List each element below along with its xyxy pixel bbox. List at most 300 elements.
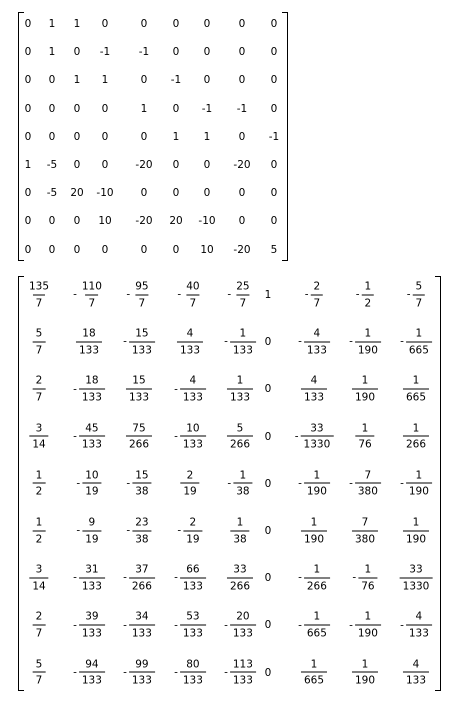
- numerator: 33: [233, 563, 247, 576]
- matrix-cell: 0: [270, 74, 278, 87]
- matrix-cell: 0: [172, 186, 180, 199]
- matrix-cell: [76, 518, 101, 545]
- numerator: 1: [236, 374, 244, 387]
- matrix-cell: 20: [169, 215, 183, 228]
- matrix-cell: [295, 423, 334, 450]
- fraction: [355, 470, 381, 497]
- minus-sign: -: [174, 430, 178, 443]
- matrix-cell: 1: [48, 17, 56, 30]
- numerator: 33: [310, 422, 324, 435]
- matrix-cell: 0: [264, 335, 272, 348]
- matrix-cell: 0: [24, 243, 32, 256]
- denominator: 14: [29, 436, 48, 451]
- fraction: [406, 329, 432, 356]
- fraction: [304, 329, 330, 356]
- matrix-cell: 1: [264, 288, 272, 301]
- numerator: 4: [186, 327, 194, 340]
- fraction: [355, 329, 381, 356]
- numerator: 1: [364, 563, 372, 576]
- matrix-cell: [33, 329, 46, 356]
- denominator: 266: [403, 436, 429, 451]
- matrix-cell: 0: [73, 158, 81, 171]
- fraction: [82, 470, 101, 497]
- matrix-cell: 0: [24, 17, 32, 30]
- numerator: 25: [236, 280, 250, 293]
- minus-sign: -: [298, 571, 302, 584]
- denominator: 665: [301, 672, 327, 687]
- fraction: [403, 423, 429, 450]
- fraction: [26, 282, 52, 309]
- matrix-cell: -1: [268, 130, 280, 143]
- denominator: 266: [126, 436, 152, 451]
- matrix-cell: 0: [73, 45, 81, 58]
- minus-sign: -: [73, 288, 77, 301]
- minus-sign: -: [227, 288, 232, 301]
- matrix-cell: [123, 612, 155, 639]
- denominator: 7: [33, 294, 46, 309]
- fraction: [33, 376, 46, 403]
- numerator: 5: [236, 422, 244, 435]
- fraction: [355, 612, 381, 639]
- numerator: 4: [313, 327, 321, 340]
- matrix-cell: 0: [270, 45, 278, 58]
- denominator: 133: [406, 624, 432, 639]
- right-bracket: [282, 12, 288, 261]
- fraction: [180, 565, 206, 592]
- matrix-cell: [126, 423, 152, 450]
- matrix-cell: [352, 518, 378, 545]
- matrix-cell: -5: [46, 158, 58, 171]
- minus-sign: -: [174, 619, 178, 632]
- matrix-cell: 0: [24, 102, 32, 115]
- denominator: 133: [79, 388, 105, 403]
- fraction: [304, 565, 330, 592]
- minus-sign: -: [298, 619, 302, 632]
- fraction: [33, 612, 46, 639]
- numerator: 1: [361, 422, 369, 435]
- numerator: 33: [409, 563, 423, 576]
- matrix-cell: 0: [101, 102, 109, 115]
- numerator: 1: [35, 516, 43, 529]
- fraction: [227, 376, 253, 403]
- matrix-cell: [126, 518, 151, 545]
- matrix-cell: 0: [264, 524, 272, 537]
- matrix-cell: [230, 518, 249, 545]
- matrix-cell: [349, 612, 381, 639]
- denominator: 133: [129, 341, 155, 356]
- matrix-cell: [29, 565, 48, 592]
- numerator: 4: [310, 374, 318, 387]
- fraction: [400, 565, 433, 592]
- matrix-cell: 0: [203, 45, 211, 58]
- numerator: 20: [236, 610, 250, 623]
- matrix-cell: 0: [172, 17, 180, 30]
- numerator: 5: [35, 327, 43, 340]
- numerator: 10: [85, 469, 99, 482]
- matrix-cell: 0: [140, 243, 148, 256]
- denominator: 19: [180, 483, 199, 498]
- denominator: 19: [82, 483, 101, 498]
- denominator: 76: [358, 577, 377, 592]
- fraction: [33, 518, 46, 545]
- matrix-cell: [301, 376, 327, 403]
- matrix-cell: 0: [48, 130, 56, 143]
- denominator: 38: [230, 530, 249, 545]
- numerator: 15: [135, 469, 149, 482]
- matrix-cell: -20: [135, 158, 153, 171]
- numerator: 1: [313, 563, 321, 576]
- fraction: [180, 659, 206, 686]
- numerator: 135: [28, 280, 50, 293]
- denominator: 7: [311, 294, 324, 309]
- matrix-cell: -10: [198, 215, 216, 228]
- denominator: 133: [79, 436, 105, 451]
- matrix-cell: 0: [270, 215, 278, 228]
- matrix-cell: 0: [48, 243, 56, 256]
- minus-sign: -: [73, 666, 77, 679]
- denominator: 133: [301, 388, 327, 403]
- matrix-cell: [298, 470, 330, 497]
- matrix-cell: [33, 659, 46, 686]
- numerator: 2: [35, 374, 43, 387]
- numerator: 9: [88, 516, 96, 529]
- fraction: [304, 470, 330, 497]
- fraction: [29, 565, 48, 592]
- matrix-cell: [33, 612, 46, 639]
- fraction: [33, 659, 46, 686]
- right-bracket: [435, 276, 441, 691]
- matrix-cell: [352, 565, 377, 592]
- numerator: 34: [135, 610, 149, 623]
- fraction: [129, 565, 155, 592]
- fraction: [301, 423, 334, 450]
- minus-sign: -: [227, 477, 232, 490]
- matrix-cell: [177, 518, 202, 545]
- fraction: [304, 612, 330, 639]
- matrix-cell: [227, 376, 253, 403]
- matrix-cell: 0: [140, 74, 148, 87]
- minus-sign: -: [73, 430, 77, 443]
- matrix-cell: [356, 282, 374, 309]
- numerator: 10: [186, 422, 200, 435]
- minus-sign: -: [76, 477, 81, 490]
- matrix-cell: [224, 659, 256, 686]
- minus-sign: -: [76, 524, 81, 537]
- matrix-cell: [400, 329, 432, 356]
- matrix-cell: 0: [172, 45, 180, 58]
- numerator: 40: [186, 280, 200, 293]
- denominator: 1330: [301, 436, 334, 451]
- minus-sign: -: [73, 619, 77, 632]
- denominator: 133: [79, 672, 105, 687]
- fraction: [132, 518, 151, 545]
- minus-sign: -: [174, 666, 178, 679]
- matrix-cell: 0: [238, 130, 246, 143]
- minus-sign: -: [304, 288, 309, 301]
- denominator: 133: [177, 341, 203, 356]
- matrix-cell: [123, 329, 155, 356]
- fraction: [177, 329, 203, 356]
- fraction: [227, 423, 253, 450]
- minus-sign: -: [298, 477, 302, 490]
- matrix-cell: [301, 659, 327, 686]
- fraction: [79, 612, 105, 639]
- denominator: 190: [355, 624, 381, 639]
- matrix-cell: [76, 470, 101, 497]
- fraction: [132, 470, 151, 497]
- fraction: [76, 329, 102, 356]
- matrix-cell: [224, 612, 256, 639]
- numerator: 94: [85, 658, 99, 671]
- numerator: 23: [135, 516, 149, 529]
- denominator: 133: [230, 341, 256, 356]
- fraction: [362, 282, 375, 309]
- denominator: 2: [362, 294, 375, 309]
- denominator: 1330: [400, 577, 433, 592]
- fraction: [29, 423, 48, 450]
- fraction: [352, 518, 378, 545]
- denominator: 133: [129, 624, 155, 639]
- numerator: 1: [35, 469, 43, 482]
- matrix-cell: 0: [101, 243, 109, 256]
- matrix-cell: [174, 659, 206, 686]
- numerator: 1: [364, 610, 372, 623]
- matrix-cell: [73, 282, 105, 309]
- left-bracket: [18, 12, 24, 261]
- matrix-a: [18, 12, 288, 261]
- denominator: 133: [227, 388, 253, 403]
- matrix-cell: 0: [24, 130, 32, 143]
- matrix-cell: [403, 376, 429, 403]
- numerator: 1: [310, 658, 318, 671]
- fraction: [79, 282, 105, 309]
- minus-sign: -: [400, 335, 404, 348]
- denominator: 190: [355, 341, 381, 356]
- matrix-cell: -1: [236, 102, 248, 115]
- fraction: [358, 565, 377, 592]
- matrix-cell: 0: [24, 186, 32, 199]
- numerator: 1: [239, 327, 247, 340]
- matrix-cell: [403, 659, 429, 686]
- fraction: [180, 612, 206, 639]
- fraction: [301, 518, 327, 545]
- denominator: 7: [187, 294, 200, 309]
- matrix-cell: 0: [73, 243, 81, 256]
- matrix-cell: 0: [140, 130, 148, 143]
- minus-sign: -: [126, 524, 131, 537]
- minus-sign: -: [126, 477, 131, 490]
- numerator: 5: [415, 280, 423, 293]
- matrix-cell: [29, 423, 48, 450]
- denominator: 133: [180, 436, 206, 451]
- numerator: 1: [415, 469, 423, 482]
- numerator: 1: [239, 469, 247, 482]
- matrix-cell: 1: [73, 17, 81, 30]
- numerator: 1: [361, 658, 369, 671]
- denominator: 38: [132, 483, 151, 498]
- fraction: [301, 376, 327, 403]
- matrix-cell: [355, 423, 374, 450]
- minus-sign: -: [73, 571, 77, 584]
- matrix-cell: [126, 282, 151, 309]
- numerator: 1: [313, 610, 321, 623]
- matrix-cell: [400, 565, 433, 592]
- fraction: [79, 659, 105, 686]
- matrix-cell: [403, 423, 429, 450]
- matrix-cell: -5: [46, 186, 58, 199]
- denominator: 7: [86, 294, 99, 309]
- denominator: 190: [406, 483, 432, 498]
- denominator: 133: [79, 624, 105, 639]
- matrix-b: [18, 276, 441, 691]
- matrix-cell: [305, 282, 323, 309]
- fraction: [230, 329, 256, 356]
- matrix-cell: [227, 565, 253, 592]
- numerator: 4: [412, 658, 420, 671]
- denominator: 190: [352, 672, 378, 687]
- denominator: 2: [33, 483, 46, 498]
- denominator: 2: [33, 530, 46, 545]
- denominator: 38: [233, 483, 252, 498]
- matrix-cell: 0: [73, 215, 81, 228]
- fraction: [227, 565, 253, 592]
- fraction: [403, 376, 429, 403]
- matrix-cell: -20: [233, 158, 251, 171]
- matrix-cell: [174, 376, 206, 403]
- matrix-cell: -1: [170, 74, 182, 87]
- denominator: 38: [132, 530, 151, 545]
- matrix-cell: 0: [264, 666, 272, 679]
- numerator: 1: [361, 374, 369, 387]
- minus-sign: -: [123, 619, 127, 632]
- matrix-cell: 0: [264, 619, 272, 632]
- matrix-cell: [73, 376, 105, 403]
- denominator: 266: [227, 436, 253, 451]
- minus-sign: -: [352, 571, 357, 584]
- numerator: 95: [135, 280, 149, 293]
- matrix-cell: 0: [101, 158, 109, 171]
- denominator: 380: [355, 483, 381, 498]
- minus-sign: -: [224, 335, 228, 348]
- matrix-cell: 0: [24, 74, 32, 87]
- matrix-cell: 0: [238, 74, 246, 87]
- matrix-cell: 1: [24, 158, 32, 171]
- minus-sign: -: [294, 430, 299, 443]
- minus-sign: -: [349, 335, 353, 348]
- matrix-cell: 0: [24, 45, 32, 58]
- matrix-cell: [301, 518, 327, 545]
- fraction: [132, 282, 151, 309]
- matrix-cell: -20: [233, 243, 251, 256]
- minus-sign: -: [174, 571, 178, 584]
- matrix-cell: 0: [172, 102, 180, 115]
- fraction: [352, 376, 378, 403]
- fraction: [230, 518, 249, 545]
- numerator: 1: [412, 422, 420, 435]
- matrix-cell: 1: [73, 74, 81, 87]
- minus-sign: -: [224, 619, 228, 632]
- numerator: 110: [81, 280, 102, 293]
- numerator: 15: [132, 374, 146, 387]
- numerator: 15: [135, 327, 149, 340]
- fraction: [413, 282, 426, 309]
- denominator: 14: [29, 577, 48, 592]
- matrix-cell: [174, 423, 206, 450]
- denominator: 7: [136, 294, 149, 309]
- matrix-cell: 0: [203, 158, 211, 171]
- fraction: [33, 470, 46, 497]
- numerator: 7: [361, 516, 369, 529]
- matrix-cell: [224, 329, 256, 356]
- matrix-cell: [298, 565, 330, 592]
- matrix-cell: [349, 329, 381, 356]
- numerator: 53: [186, 610, 200, 623]
- matrix-cell: 0: [264, 571, 272, 584]
- fraction: [79, 565, 105, 592]
- denominator: 133: [180, 577, 206, 592]
- numerator: 2: [35, 610, 43, 623]
- denominator: 190: [304, 483, 330, 498]
- matrix-cell: 0: [172, 243, 180, 256]
- numerator: 80: [186, 658, 200, 671]
- matrix-cell: 0: [238, 17, 246, 30]
- matrix-cell: [174, 612, 206, 639]
- matrix-cell: 0: [238, 45, 246, 58]
- minus-sign: -: [349, 477, 353, 490]
- denominator: 266: [227, 577, 253, 592]
- fraction: [129, 612, 155, 639]
- fraction: [126, 423, 152, 450]
- numerator: 3: [35, 422, 43, 435]
- minus-sign: -: [126, 288, 131, 301]
- matrix-cell: [177, 282, 202, 309]
- matrix-cell: [73, 565, 105, 592]
- denominator: 380: [352, 530, 378, 545]
- denominator: 76: [355, 436, 374, 451]
- matrix-cell: 5: [270, 243, 278, 256]
- numerator: 45: [85, 422, 99, 435]
- denominator: 190: [301, 530, 327, 545]
- fraction: [79, 423, 105, 450]
- fraction: [403, 518, 429, 545]
- numerator: 1: [364, 280, 372, 293]
- numerator: 31: [85, 563, 99, 576]
- matrix-cell: 1: [140, 102, 148, 115]
- denominator: 19: [82, 530, 101, 545]
- matrix-cell: [227, 282, 252, 309]
- numerator: 18: [82, 327, 96, 340]
- matrix-cell: 0: [203, 186, 211, 199]
- minus-sign: -: [123, 335, 127, 348]
- matrix-cell: [26, 282, 52, 309]
- matrix-cell: 1: [172, 130, 180, 143]
- minus-sign: -: [355, 288, 360, 301]
- numerator: 37: [135, 563, 149, 576]
- minus-sign: -: [400, 477, 404, 490]
- matrix-cell: 20: [70, 186, 84, 199]
- minus-sign: -: [123, 571, 127, 584]
- denominator: 190: [403, 530, 429, 545]
- matrix-cell: [227, 423, 253, 450]
- denominator: 266: [129, 577, 155, 592]
- numerator: 1: [412, 516, 420, 529]
- numerator: 75: [132, 422, 146, 435]
- numerator: 1: [313, 469, 321, 482]
- matrix-cell: 0: [203, 17, 211, 30]
- matrix-cell: [73, 659, 105, 686]
- fraction: [79, 376, 105, 403]
- minus-sign: -: [174, 383, 178, 396]
